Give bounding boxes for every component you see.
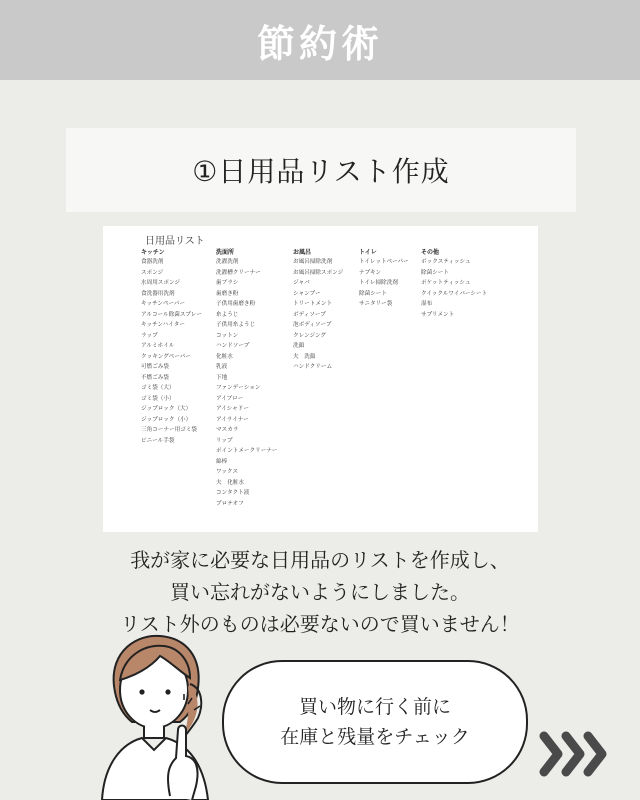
list-item: 三角コーナー用ゴミ袋 xyxy=(141,427,197,433)
list-item: 子供用糸ようじ xyxy=(216,322,256,328)
description-line: 買い忘れがないようにしました。 xyxy=(170,580,470,604)
section-title-box xyxy=(66,128,576,212)
list-item: 除菌シート xyxy=(359,290,387,297)
list-column-heading: お風呂 xyxy=(293,249,312,256)
list-item: トイレ掃除洗剤 xyxy=(359,280,398,286)
list-item: 下地 xyxy=(216,374,228,381)
list-item: ハンドソープ xyxy=(216,343,250,349)
list-item: コンタクト液 xyxy=(216,490,250,496)
list-column-other xyxy=(421,248,487,320)
list-item: 洗濯洗剤 xyxy=(216,259,239,265)
list-item: 化粧水 xyxy=(216,353,233,360)
list-column-heading: トイレ xyxy=(359,249,377,256)
description-line: リスト外のものは必要ないので買いません！ xyxy=(120,612,520,636)
list-item: ジップロック（大） xyxy=(141,406,192,412)
list-item: 乳液 xyxy=(216,364,228,370)
list-item: トイレットペーパー xyxy=(359,259,409,265)
list-item: お風呂掃除洗剤 xyxy=(293,259,333,265)
list-item: リップ xyxy=(216,437,233,444)
list-column-toilet xyxy=(359,248,409,310)
list-item: アイライナー xyxy=(216,416,249,423)
list-item: 夫 洗顔 xyxy=(293,353,316,360)
list-item: サニタリー袋 xyxy=(359,301,393,307)
list-item: ファンデーション xyxy=(216,385,261,391)
list-item: ボディソープ xyxy=(293,311,326,318)
list-column-kitchen xyxy=(141,248,202,446)
list-item: 除菌シート xyxy=(421,269,449,276)
list-column-heading: キッチン xyxy=(141,249,165,256)
list-column-bath xyxy=(293,248,343,373)
list-item: 夫 化粧水 xyxy=(216,479,244,486)
list-item: アイシャドー xyxy=(216,406,249,412)
list-item: キッチンペーパー xyxy=(141,301,186,307)
list-item: 洗顔 xyxy=(293,343,305,349)
list-item: キッチンハイター xyxy=(141,322,185,328)
woman-pointing-illustration xyxy=(92,626,232,800)
list-item: プロテオフ xyxy=(216,500,244,507)
description-line: 我が家に必要な日用品のリストを作成し、 xyxy=(130,548,510,572)
list-title: 日用品リスト xyxy=(145,236,205,247)
page-title: 節約術 xyxy=(256,21,383,66)
item-list-card xyxy=(103,226,538,532)
list-item: ハンドクリーム xyxy=(293,364,333,370)
list-item: 食洗器用洗剤 xyxy=(141,290,175,297)
list-item: 不燃ごみ袋 xyxy=(141,374,169,381)
list-item: クッキングペーパー xyxy=(141,353,191,360)
bubble-line: 買い物に行く前に xyxy=(298,696,451,718)
list-item: サプリメント xyxy=(421,311,455,318)
list-item: アルコール除菌スプレー xyxy=(141,311,202,318)
list-item: お風呂掃除スポンジ xyxy=(293,269,344,276)
bubble-line: 在庫と残量をチェック xyxy=(280,726,470,748)
list-item: アルミホイル xyxy=(141,343,175,349)
list-item: 歯ブラシ xyxy=(216,280,239,286)
list-item: クレンジング xyxy=(293,332,327,339)
list-item: 綿棒 xyxy=(216,458,228,465)
list-item: シャンプー xyxy=(293,290,321,297)
list-item: 湿布 xyxy=(421,301,433,307)
list-item: ナプキン xyxy=(359,269,382,276)
list-item: クイックルワイパーシート xyxy=(421,290,488,297)
list-column-heading: その他 xyxy=(421,249,440,256)
list-item: 食器洗剤 xyxy=(141,259,164,265)
list-item: 泡ボディソープ xyxy=(293,322,332,328)
list-item: アイブロー xyxy=(216,395,244,402)
list-item: マスカラ xyxy=(216,427,239,433)
list-column-washroom xyxy=(216,248,277,509)
list-item: 糸ようじ xyxy=(216,311,239,318)
list-item: スポンジ xyxy=(141,269,164,276)
list-item: 水周用スポンジ xyxy=(141,280,181,286)
next-arrows-icon[interactable] xyxy=(536,728,616,780)
list-item: ラップ xyxy=(141,332,158,339)
list-item: トリートメント xyxy=(293,301,333,307)
list-item: ジャバ xyxy=(293,280,310,286)
header-bar xyxy=(0,0,640,80)
list-item: ゴミ袋（小） xyxy=(141,395,175,402)
list-item: 洗濯槽クリーナー xyxy=(216,269,261,276)
section-title: ①日用品リスト作成 xyxy=(192,155,450,188)
list-item: ビニール手袋 xyxy=(141,437,175,444)
list-item: 可燃ごみ袋 xyxy=(141,364,169,370)
list-item: 子供用歯磨き粉 xyxy=(216,301,256,307)
list-item: 歯磨き粉 xyxy=(216,290,239,297)
list-item: ワックス xyxy=(216,469,239,475)
list-item: ジップロック（小） xyxy=(141,416,192,423)
list-item: コットン xyxy=(216,332,239,339)
list-column-heading: 洗面所 xyxy=(216,249,235,256)
list-item: ポケットティッシュ xyxy=(421,280,471,286)
list-item: ボックスティッシュ xyxy=(421,259,471,265)
list-item: ポイントメークリーナー xyxy=(216,448,278,454)
list-item: ゴミ袋（大） xyxy=(141,385,175,391)
speech-bubble xyxy=(222,660,528,784)
